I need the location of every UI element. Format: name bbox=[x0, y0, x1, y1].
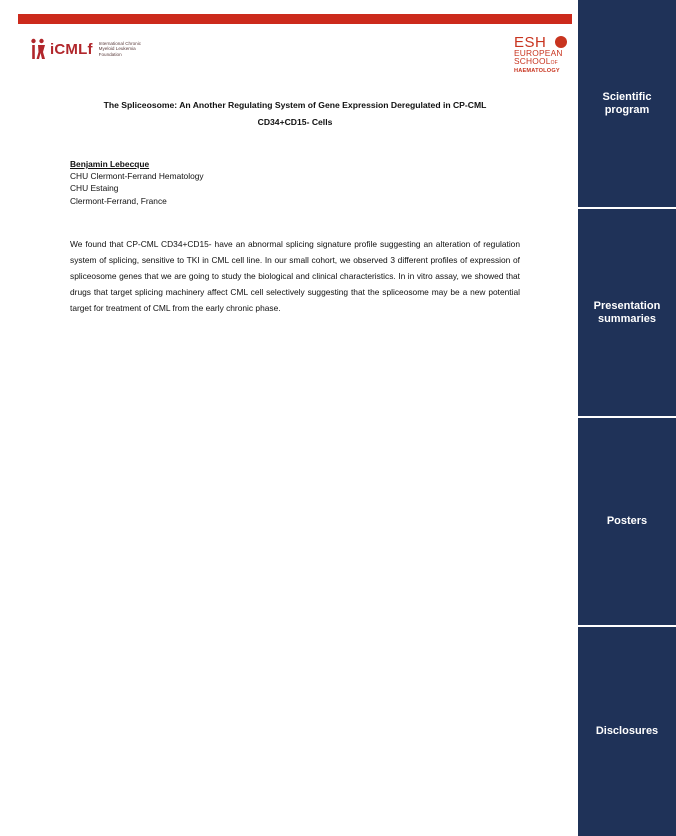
document-title bbox=[60, 97, 530, 131]
title-line-2: CD34+CD15- Cells bbox=[257, 117, 333, 127]
sidebar-tab-disclosures[interactable] bbox=[578, 627, 676, 836]
sidebar-nav bbox=[578, 0, 676, 836]
esh-logo-title: ESH bbox=[514, 34, 547, 51]
esh-logo-haematology: HAEMATOLOGY bbox=[514, 68, 560, 74]
sidebar-tab-label: Disclosures bbox=[595, 725, 659, 737]
sidebar-tab-label: Scientific program bbox=[602, 90, 652, 116]
author-block bbox=[70, 158, 204, 207]
sidebar-tab-posters[interactable] bbox=[578, 418, 676, 625]
esh-logo bbox=[510, 34, 572, 76]
affiliation-line: Clermont-Ferrand, France bbox=[70, 195, 167, 206]
author-name: Benjamin Lebecque bbox=[70, 159, 150, 169]
abstract-text: We found that CP-CML CD34+CD15- have an abnormal splicing signature profile suggesting an alteration of regulation system of splicing, sensitive to TKI in CML cell line. In our small cohort, we observed 3 different profiles of expression of spliceosome genes that we are going to study the biological and clinical characteristics. In in vitro assay, we showed that drugs that target splicing machinery affect CML cell selectively suggesting that the spliceosome may be a new potential target for treatment of CML from the early chronic phase. bbox=[70, 239, 520, 313]
icmlf-figure-icon bbox=[30, 38, 46, 60]
icmlf-wordmark: iCMLf bbox=[50, 40, 93, 58]
esh-logo-school: SCHOOLOF bbox=[514, 56, 558, 66]
sidebar-tab-label: Posters bbox=[606, 515, 648, 527]
sidebar-tab-presentation-summaries[interactable] bbox=[578, 209, 676, 416]
esh-dot-icon bbox=[555, 36, 567, 48]
icmlf-logo bbox=[30, 38, 151, 60]
esh-logo-european: EUROPEAN bbox=[514, 48, 563, 58]
sidebar-tab-label: Presentation summaries bbox=[593, 299, 661, 325]
affiliation-line: CHU Estaing bbox=[70, 183, 119, 194]
title-line-1: The Spliceosome: An Another Regulating System of Gene Expression Deregulated in CP-CML bbox=[103, 100, 487, 110]
sidebar-tab-scientific-program[interactable] bbox=[578, 0, 676, 207]
header-red-bar bbox=[18, 14, 572, 24]
affiliation-line: CHU Clermont-Ferrand Hematology bbox=[70, 171, 204, 182]
icmlf-subtext: International Chronic Myeloid Leukemia Foundation bbox=[98, 40, 142, 57]
